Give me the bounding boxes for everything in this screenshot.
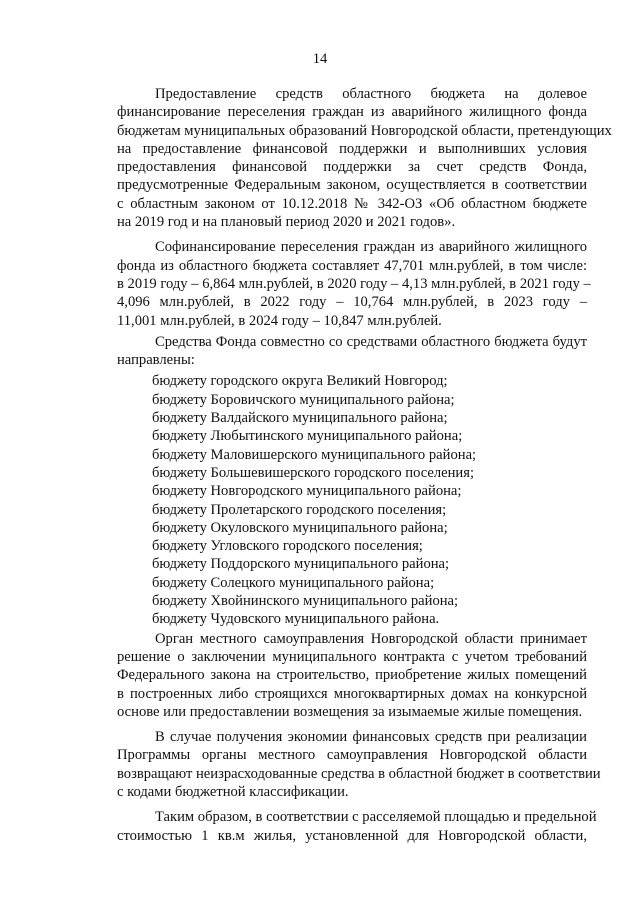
text-line: бюджетам муниципальных образований Новгородской области, претендующих (117, 122, 612, 139)
document-body (117, 85, 612, 848)
list-item: бюджету Окуловского муниципального района; (152, 519, 448, 536)
text-line: В случае получения экономии финансовых средств при реализации (155, 729, 587, 746)
text-line: на 2019 год и на плановый период 2020 и 2021 годов». (117, 214, 456, 231)
paragraph-savings (117, 728, 601, 801)
list-item: бюджету Хвойнинского муниципального района; (152, 593, 459, 610)
paragraph-budget-funding (117, 85, 612, 231)
text-line: Орган местного самоуправления Новгородской области принимает (155, 630, 587, 647)
list-item: бюджету Новгородского муниципального района; (152, 483, 462, 500)
text-line: возвращают неизрасходованные средства в областной бюджет в соответствии (117, 765, 601, 782)
text-line: решение о заключении муниципального контракта с учетом требований (117, 648, 587, 665)
text-line: стоимостью 1 кв.м жилья, установленной для Новгородской области, (117, 827, 587, 844)
list-item: бюджету Чудовского муниципального района. (152, 611, 440, 628)
paragraph-fund-allocation (117, 333, 587, 370)
text-line: в построенных либо строящихся многоквартирных домах на конкурсной (117, 685, 587, 702)
paragraph-cofinancing (117, 238, 591, 329)
paragraph-local-authority (117, 630, 587, 721)
list-item: бюджету Солецкого муниципального района; (152, 574, 435, 591)
list-item: бюджету Пролетарского городского поселения; (152, 501, 447, 518)
text-line: Таким образом, в соответствии с расселяемой площадью и предельной (155, 809, 597, 826)
list-item: бюджету Угловского городского поселения; (152, 538, 423, 555)
list-item: бюджету Валдайского муниципального района; (152, 410, 448, 427)
text-line: финансирование переселения граждан из аварийного жилищного фонда (117, 104, 587, 121)
text-line: с кодами бюджетной классификации. (117, 783, 349, 800)
paragraph-conclusion (117, 808, 597, 845)
list-item: бюджету Поддорского муниципального района; (152, 556, 450, 573)
text-line: на предоставление финансовой поддержки и выполнивших условия (117, 140, 587, 157)
text-line: в 2019 году – 6,864 млн.рублей, в 2020 году – 4,13 млн.рублей, в 2021 году – (117, 275, 591, 292)
text-line: Средства Фонда совместно со средствами областного бюджета будут (155, 333, 587, 350)
text-line: основе или предоставлении возмещения за изымаемые жилые помещения. (117, 703, 583, 720)
page-number: 14 (312, 51, 328, 67)
text-line: направлены: (117, 352, 195, 369)
list-item: бюджету Большевишерского городского поселения; (152, 464, 475, 481)
recipient-list (117, 372, 587, 628)
text-line: Программы органы местного самоуправления Новгородской области (117, 747, 587, 764)
list-item: бюджету городского округа Великий Новгород; (152, 373, 448, 390)
text-line: Софинансирование переселения граждан из аварийного жилищного (155, 239, 587, 256)
text-line: Предоставление средств областного бюджета на долевое (155, 86, 587, 102)
text-line: фонда из областного бюджета составляет 47,701 млн.рублей, в том числе: (117, 257, 587, 274)
text-line: с областным законом от 10.12.2018 № 342-ОЗ «Об областном бюджете (117, 195, 587, 212)
text-line: предусмотренные Федеральным законом, осуществляется в соответствии (117, 177, 587, 194)
text-line: 4,096 млн.рублей, в 2022 году – 10,764 млн.рублей, в 2023 году – (117, 294, 587, 311)
text-line: предоставления финансовой поддержки за счет средств Фонда, (117, 159, 587, 176)
list-item: бюджету Боровичского муниципального района; (152, 391, 455, 408)
list-item: бюджету Любытинского муниципального района; (152, 428, 463, 445)
text-line: Федерального закона на строительство, приобретение жилых помещений (117, 667, 587, 684)
text-line: 11,001 млн.рублей, в 2024 году – 10,847 млн.рублей. (117, 312, 442, 329)
list-item: бюджету Маловишерского муниципального района; (152, 446, 477, 463)
